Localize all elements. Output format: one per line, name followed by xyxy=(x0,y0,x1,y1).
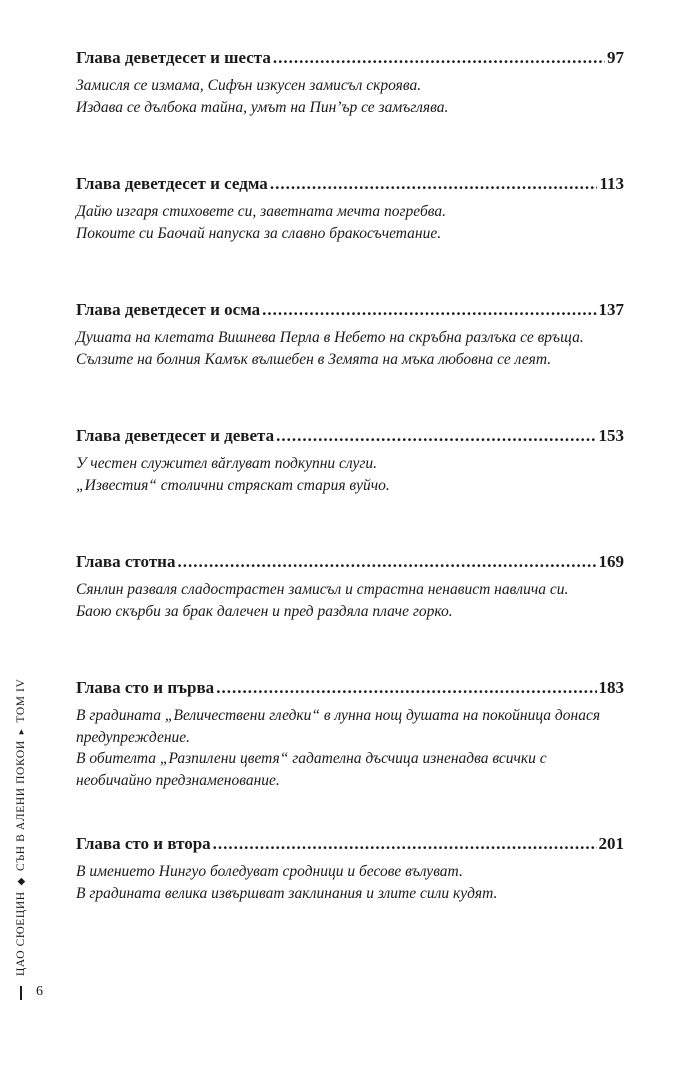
chapter-title: Глава сто и втора xyxy=(76,834,211,853)
dot-leader xyxy=(213,831,597,857)
chapter-summary xyxy=(76,75,624,118)
dot-leader xyxy=(177,549,596,575)
summary-line: Дайю изгаря стиховете си, заветната мечта погребва. xyxy=(76,203,447,220)
toc-entry-heading[interactable] xyxy=(76,549,624,575)
summary-line: В имението Нингуо боледуват сродници и бесове вълуват. xyxy=(76,863,463,880)
toc-entry-heading[interactable] xyxy=(76,675,624,701)
toc-entry xyxy=(76,549,624,622)
chapter-title: Глава деветдесет и осма xyxy=(76,300,261,319)
page-number: 169 xyxy=(598,552,624,571)
chapter-title: Глава стотна xyxy=(76,552,176,571)
summary-line: Баою скърби за брак далечен и пред раздяла плаче горко. xyxy=(76,602,453,620)
chapter-summary xyxy=(76,201,624,244)
folio-page-number: 6 xyxy=(36,984,43,999)
toc-entry-heading[interactable] xyxy=(76,831,624,857)
page-number: 201 xyxy=(598,834,624,853)
summary-line: Издава се дълбока тайна, умът на Пин’ър се замъглява. xyxy=(76,98,449,116)
chapter-summary xyxy=(76,579,624,622)
summary-line: Замисля се измама, Сифън изкусен замисъл скроява. xyxy=(76,77,422,94)
summary-line: В градината „Величествени гледки“ в лунна нощ душата на покойница донася предупреждение. xyxy=(76,707,601,746)
book-title: СЪН В АЛЕНИ ПОКОИ xyxy=(15,740,27,872)
toc-entry xyxy=(76,171,624,244)
chapter-title: Глава сто и първа xyxy=(76,678,215,697)
dot-leader xyxy=(276,423,596,449)
toc-entry xyxy=(76,831,624,904)
divider xyxy=(20,986,22,1000)
summary-line: Душата на клетата Вишнева Перла в Небето на скръбна разлъка се връща. xyxy=(76,329,584,346)
summary-line: „Известия“ столични стряскат стария вуйчо. xyxy=(76,476,390,494)
diamond-separator-icon: ◆ xyxy=(15,877,27,886)
toc-entry-heading[interactable] xyxy=(76,423,624,449)
table-of-contents xyxy=(76,45,624,904)
page-number: 97 xyxy=(607,48,624,67)
page-number: 183 xyxy=(598,678,624,697)
toc-entry xyxy=(76,45,624,118)
toc-entry-heading[interactable] xyxy=(76,297,624,323)
page-number: 113 xyxy=(599,174,624,193)
summary-line: В градината велика извършват заклинания и злите сили кудят. xyxy=(76,884,498,902)
dot-leader xyxy=(270,171,598,197)
author-name: ЦАО СЮЕЦИН xyxy=(15,891,27,976)
arrow-separator-icon: ▸ xyxy=(15,728,27,735)
running-footer xyxy=(8,620,34,1000)
toc-entry xyxy=(76,675,624,791)
toc-entry-heading[interactable] xyxy=(76,171,624,197)
chapter-title: Глава деветдесет и седма xyxy=(76,174,268,193)
summary-line: В обителта „Разпилени цветя“ гадателна дъсчица изненадва всички с необичайно предзнаменование. xyxy=(76,750,547,789)
dot-leader xyxy=(216,675,596,701)
summary-line: Сянлин разваля сладострастен замисъл и страстна ненавист навлича си. xyxy=(76,581,569,598)
chapter-summary xyxy=(76,861,624,904)
page-number: 153 xyxy=(598,426,624,445)
summary-line: У честен служител вărлуват подкупни слуги. xyxy=(76,455,378,472)
summary-line: Сълзите на болния Камък вълшебен в Земята на мъка любовна се леят. xyxy=(76,350,552,368)
toc-entry xyxy=(76,297,624,370)
dot-leader xyxy=(262,297,596,323)
toc-entry-heading[interactable] xyxy=(76,45,624,71)
chapter-title: Глава деветдесет и девета xyxy=(76,426,275,445)
dot-leader xyxy=(273,45,605,71)
chapter-summary xyxy=(76,327,624,370)
chapter-summary xyxy=(76,705,624,791)
toc-entry xyxy=(76,423,624,496)
summary-line: Покоите си Баочай напуска за славно бракосъчетание. xyxy=(76,224,442,242)
page-number: 137 xyxy=(598,300,624,319)
chapter-title: Глава деветдесет и шеста xyxy=(76,48,271,67)
chapter-summary xyxy=(76,453,624,496)
volume-label: ТОМ IV xyxy=(15,678,27,723)
